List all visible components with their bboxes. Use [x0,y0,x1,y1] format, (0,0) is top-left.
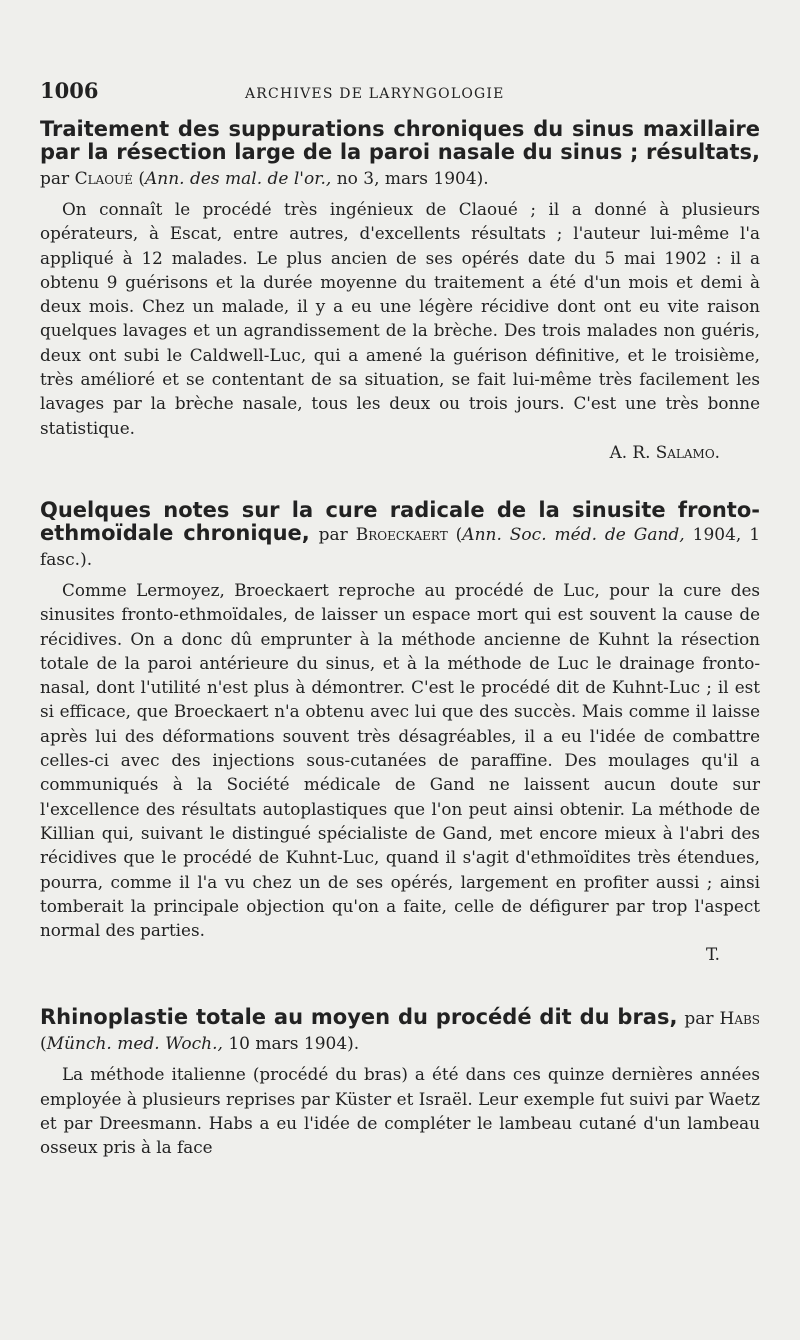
article-broeckaert [40,499,760,966]
article-title-text: Rhinoplastie totale au moyen du procédé dit du bras, [40,1005,678,1030]
article-signature: A. R. Salamo. [609,441,720,462]
citation: par Habs (Münch. med. Woch., 10 mars 1904). [40,1009,761,1055]
citation-journal: Ann. Soc. méd. de Gand, [462,524,685,545]
citation: par Broeckaert (Ann. Soc. méd. de Gand, 1904, 1 fasc.). [40,524,761,570]
citation-prefix: par [40,169,70,189]
article-title-text: Traitement des suppurations chroniques du sinus maxillaire par la résection large de la paroi nasale du sinus ; résultats, [40,117,760,164]
citation-journal: Ann. des mal. de l'or., [144,169,332,189]
citation-prefix: par [318,524,348,545]
article-claoue [40,118,760,464]
citation-author: Broeckaert [355,524,448,545]
article-title [40,1006,760,1056]
citation-prefix: par [684,1009,714,1030]
article-title [40,499,760,572]
citation-ref: 1904, 1 fasc.). [40,524,761,570]
running-title: ARCHIVES DE LARYNGOLOGIE [245,86,505,102]
citation-ref: 10 mars 1904). [228,1034,360,1055]
article-title-text: Quelques notes sur la cure radicale de la sinusite fronto-ethmoïdale chronique, [40,497,760,545]
page-header [40,78,760,118]
citation-author: Claoué [74,169,133,189]
citation-author: Habs [719,1009,761,1030]
article-body: Comme Lermoyez, Broeckaert reproche au procédé de Luc, pour la cure des sinusites fronto-ethmoïdales, de laisser un espace mort qui est souvent la cause de récidives. On a donc dû emprunter à la méthode ancienne de Kuhnt la résection totale de la paroi antérieure du sinus, et à la méthode de Luc le drainage fronto-nasal, dont l'utilité n'est plus à démontrer. C'est le procédé dit de Kuhnt-Luc ; il est si efficace, que Broeckaert n'a obtenu avec lui que des succès. Mais comme il laisse après lui des déformations souvent très désagréables, il a eu l'idée de combattre celles-ci avec des injections sous-cutanées de paraffine. Des moulages qu'il a communiqués à la Société médicale de Gand ne laissent aucun doute sur l'excellence des résultats autoplastiques que l'on peut ainsi obtenir. La méthode de Killian qui, suivant le distingué spécialiste de Gand, met encore mieux à l'abri des récidives que le procédé de Kuhnt-Luc, quand il s'agit d'ethmoïdites très étendues, pourra, comme il l'a vu chez un de ses opérés, largement en profiter aussi ; ainsi tomberait la principale objection qu'on a faite, celle de défigurer par trop l'aspect normal des parties. [40,579,760,941]
citation-journal: Münch. med. Woch., [46,1034,223,1055]
article-habs [40,1006,760,1159]
page-number: 1006 [40,78,99,103]
citation-ref: no 3, mars 1904). [336,169,489,189]
article-body: On connaît le procédé très ingénieux de Claoué ; il a donné à plusieurs opérateurs, à Escat, entre autres, d'excellents résultats ; l'auteur lui-même l'a appliqué à 12 malades. Le plus ancien de ses opérés date du 5 mai 1902 : il a obtenu 9 guérisons et la durée moyenne du traitement a été d'un mois et demi à deux mois. Chez un malade, il y a eu une légère récidive dont ont eu vite raison quelques lavages et un agrandissement de la brèche. Des trois malades non guéris, deux ont subi le Caldwell-Luc, qui a amené la guérison définitive, et le troisième, très amélioré et se contentant de sa situation, se fait lui-même très facilement les lavages par la brèche nasale, tous les deux ou trois jours. C'est une très bonne statistique. [40,199,760,438]
article-signature: T. [705,944,720,965]
citation: par Claoué (Ann. des mal. de l'or., no 3, mars 1904). [40,169,489,189]
article-title [40,118,760,191]
article-body: La méthode italienne (procédé du bras) a été dans ces quinze dernières années employée à plusieurs reprises par Küster et Israël. Leur exemple fut suivi par Waetz et par Dreesmann. Habs a eu l'idée de compléter le lambeau cutané d'un lambeau osseux pris à la face [40,1064,760,1158]
